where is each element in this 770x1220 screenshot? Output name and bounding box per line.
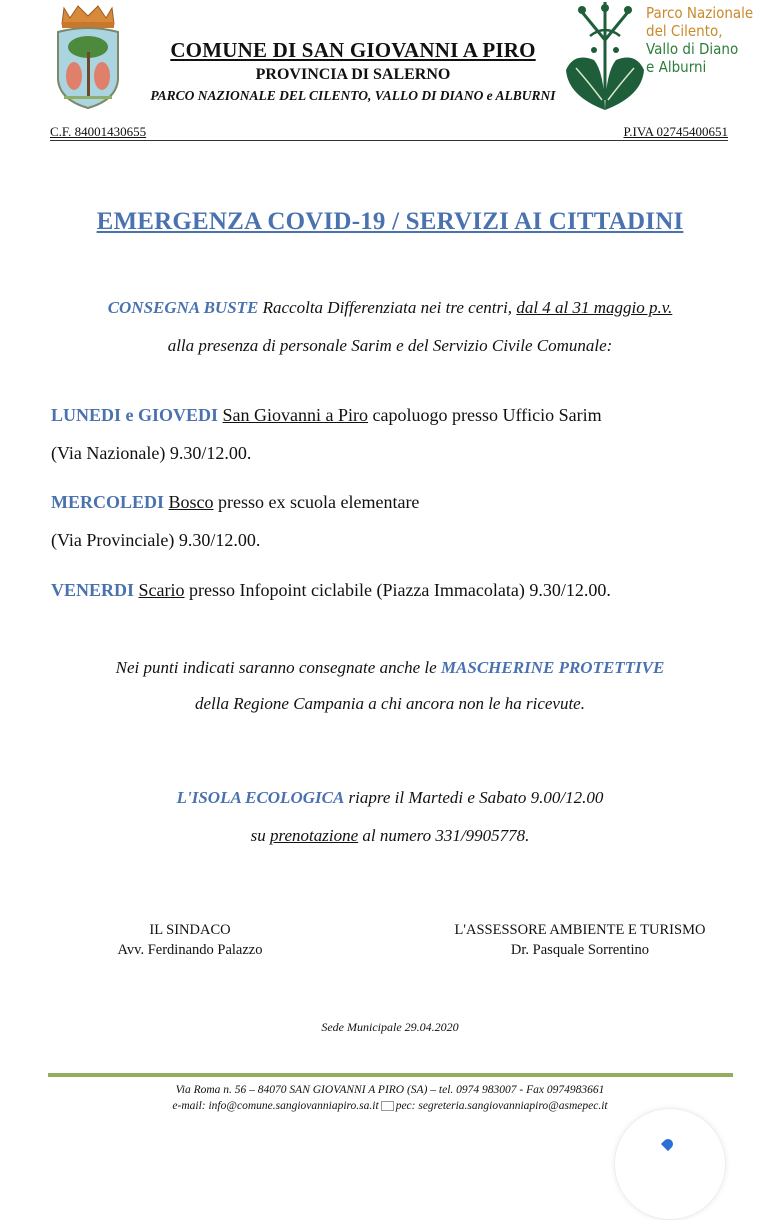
intro-text: Raccolta Differenziata nei tre centri, [258,298,517,317]
footer-divider [48,1073,733,1077]
intro-line-2: alla presenza di personale Sarim e del Servizio Civile Comunale: [167,336,613,355]
comune-crest-logo [50,2,126,112]
schedule-item [51,405,602,426]
park-text-line: del Cilento, [646,22,723,40]
masks-text: Nei punti indicati saranno consegnate anche le [115,658,441,677]
masks-line-2: della Regione Campania a chi ancora non le ha ricevute. [195,694,585,713]
comune-name: COMUNE DI SAN GIOVANNI A PIRO [170,38,536,62]
schedule-item [51,580,611,601]
signature-role: L'ASSESSORE AMBIENTE E TURISMO [454,922,706,938]
isola-highlight: L'ISOLA ECOLOGICA [176,788,345,807]
schedule-place: Scario [138,580,185,600]
schedule-detail: capoluogo presso Ufficio Sarim [368,405,602,425]
footer-email: e-mail: info@comune.sangiovanniapiro.sa.it [172,1100,379,1112]
scroll-up-icon [661,1137,675,1151]
document-title: EMERGENZA COVID-19 / SERVIZI AI CITTADINI [96,208,684,235]
schedule-place: San Giovanni a Piro [222,405,369,425]
parco-name: PARCO NAZIONALE DEL CILENTO, VALLO DI DIANO e ALBURNI [150,88,556,103]
intro-dates: dal 4 al 31 maggio p.v. [516,298,673,317]
park-text-line: Parco Nazionale [646,4,754,22]
provincia-name: PROVINCIA DI SALERNO [255,66,451,83]
park-logo-text [646,4,766,76]
schedule-hours: (Via Nazionale) 9.30/12.00. [51,443,252,463]
signature-name: Avv. Ferdinando Palazzo [117,942,263,958]
park-text-line: Vallo di Diano [646,40,739,58]
park-logo-icon [564,0,646,115]
isola-line-2 [0,826,770,846]
signature-name: Dr. Pasquale Sorrentino [510,942,650,958]
mail-icon [381,1101,394,1111]
sede-date: Sede Municipale 29.04.2020 [321,1020,459,1034]
intro-highlight: CONSEGNA BUSTE [107,298,259,317]
isola-text-post: al numero 331/9905778. [358,826,530,845]
isola-text: riapre il Martedi e Sabato 9.00/12.00 [344,788,604,807]
footer-address: Via Roma n. 56 – 84070 SAN GIOVANNI A PIRO (SA) – tel. 0974 983007 - Fax 0974983661 [175,1084,605,1096]
schedule-detail: presso Infopoint ciclabile (Piazza Immacolata) 9.30/12.00. [184,580,611,600]
header-divider [50,140,728,141]
masks-highlight: MASCHERINE PROTETTIVE [440,658,665,677]
schedule-day: MERCOLEDI [51,492,165,512]
park-text-line: e Alburni [646,58,707,76]
footer-pec: pec: segreteria.sangiovanniapiro@asmepec.it [395,1100,608,1112]
partita-iva: P.IVA 02745400651 [623,124,728,139]
schedule-place: Bosco [168,492,214,512]
schedule-day: VENERDI [51,580,135,600]
intro-line-1 [0,298,770,318]
schedule-item [51,492,419,513]
masks-line-1 [0,658,770,678]
signature-role: IL SINDACO [149,922,231,938]
isola-prenotazione: prenotazione [269,826,359,845]
schedule-hours: (Via Provinciale) 9.30/12.00. [51,530,261,550]
signature-assessore [430,920,730,960]
isola-line-1 [0,788,770,808]
floating-action-button[interactable] [614,1108,726,1220]
codice-fiscale: C.F. 84001430655 [50,124,147,139]
signature-mayor [90,920,290,960]
schedule-day: LUNEDI e GIOVEDI [51,405,219,425]
schedule-detail: presso ex scuola elementare [213,492,420,512]
isola-text-pre: su [250,826,270,845]
